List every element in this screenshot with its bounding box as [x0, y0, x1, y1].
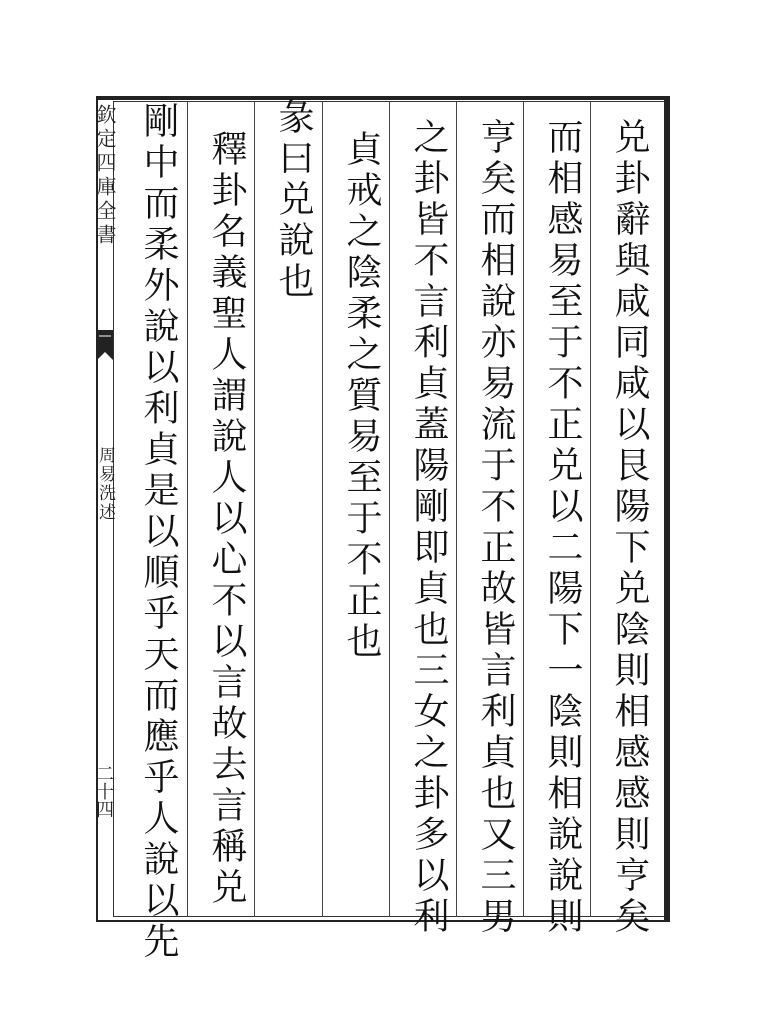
text-column: 兑卦辭與咸同咸以艮陽下兑陰則相感感則亨矣	[609, 118, 650, 938]
column-rule	[389, 101, 390, 917]
column-rule	[254, 101, 255, 917]
text-column: 釋卦名義聖人謂說人以心不以言故去言稱兑	[206, 130, 247, 909]
column-rule	[322, 101, 323, 917]
text-column: 剛中而柔外說以利貞是以順乎天而應乎人說以先	[138, 102, 179, 963]
text-column: 而相感易至于不正兑以二陽下一陰則相說說則	[542, 118, 583, 938]
text-column: 貞戒之陰柔之質易至于不正也	[341, 130, 382, 663]
column-rule	[456, 101, 457, 917]
fish-tail-mark-icon	[97, 330, 113, 366]
text-column: 之卦皆不言利貞蓋陽剛即貞也三女之卦多以利	[408, 118, 449, 938]
right-border	[664, 96, 670, 922]
column-rule	[187, 101, 188, 917]
text-column: 亨矣而相說亦易流于不正故皆言利貞也又三男	[475, 118, 516, 938]
text-column: 彖曰兑說也	[273, 98, 314, 303]
column-rule	[590, 101, 591, 917]
book-title: 欽定四庫全書	[93, 104, 117, 248]
column-rule	[523, 101, 524, 917]
page-number: 二十四	[93, 764, 114, 818]
section-title: 周易洗述	[95, 446, 115, 522]
